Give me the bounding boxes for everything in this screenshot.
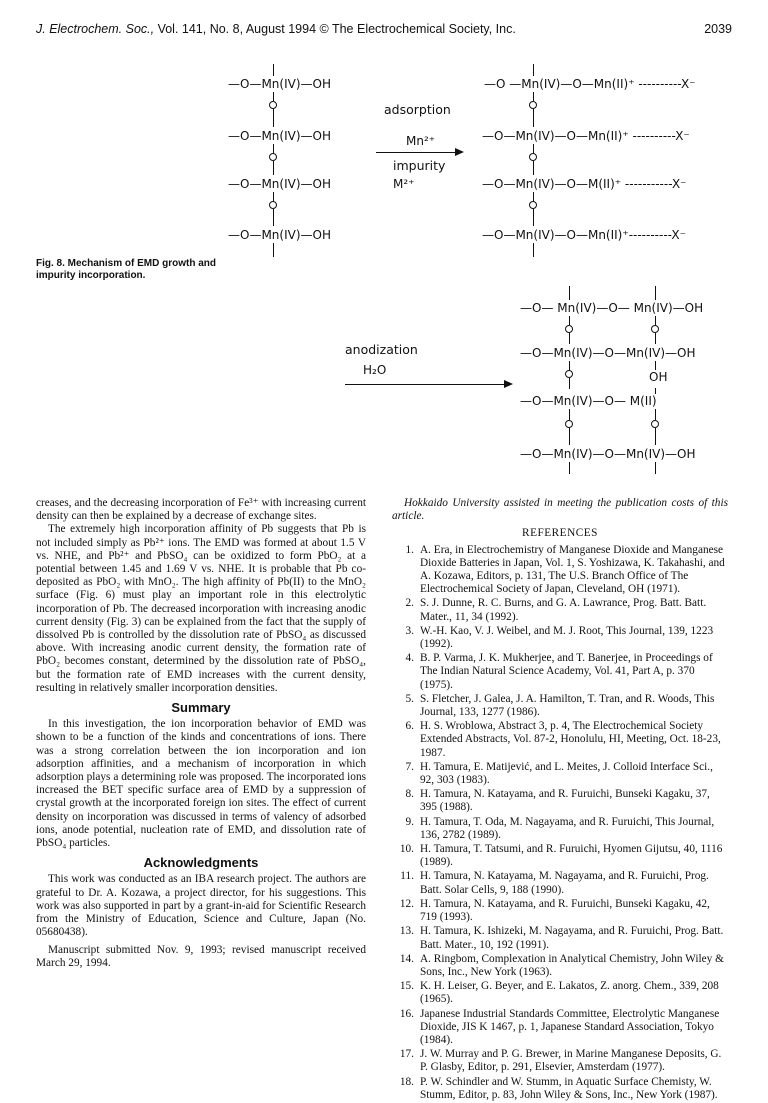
reference-number: 9. <box>405 815 414 828</box>
reference-text: W.-H. Kao, V. J. Weibel, and M. J. Root, This Journal, 139, 1223 (1992). <box>420 624 714 651</box>
journal-name: J. Electrochem. Soc., <box>36 22 155 36</box>
reference-text: Japanese Industrial Standards Committee, Electrolytic Manganese Dioxide, JIS K 1467, p. 1, Japanese Standard Association, Tokyo (1984). <box>420 1007 720 1046</box>
right-chain-unit-3: —O—Mn(IV)—O—M(II)⁺ -----------X⁻ <box>482 177 687 191</box>
bond <box>533 64 534 76</box>
reference-text: H. Tamura, N. Katayama, M. Nagayama, and R. Furuichi, Prog. Batt. Solar Cells, 9, 188 (1990). <box>420 870 709 896</box>
reference-list <box>392 544 728 1102</box>
reference-number: 10. <box>399 843 414 856</box>
manuscript-dates: Manuscript submitted Nov. 9, 1993; revised manuscript received March 29, 1994. <box>36 943 366 969</box>
reference-number: 18. <box>399 1075 414 1088</box>
oxygen-atom <box>651 420 659 428</box>
reference-text: H. Tamura, T. Oda, M. Nagayama, and R. Furuichi, This Journal, 136, 2782 (1989). <box>420 815 715 841</box>
reference-number: 12. <box>399 897 414 910</box>
oxygen-atom <box>269 201 277 209</box>
bond <box>655 462 656 474</box>
reaction-arrow-2 <box>345 384 505 385</box>
bond <box>533 92 534 101</box>
reference-item <box>392 544 728 597</box>
bond <box>533 144 534 153</box>
reference-text: H. S. Wroblowa, Abstract 3, p. 4, The Electrochemical Society Extended Abstracts, Vol. 87-2, Honolulu, HI, Meeting, Oct. 18-23, 1987. <box>420 720 721 759</box>
oxygen-atom <box>565 420 573 428</box>
reference-text: J. W. Murray and P. G. Brewer, in Marine Manganese Deposits, G. P. Glasby, Editor, p. 291, Elsevier, Amsterdam (1977). <box>420 1048 722 1074</box>
reference-text: P. W. Schindler and W. Stumm, in Aquatic Surface Chemisty, W. Stumm, Editor, p. 83, John Wiley & Sons, Inc., New York (1987). <box>420 1075 718 1101</box>
oxygen-atom <box>269 101 277 109</box>
bond <box>569 409 570 420</box>
reference-item <box>392 625 728 651</box>
reference-text: B. P. Varma, J. K. Mukherjee, and T. Banerjee, in Proceedings of The Indian Natural Science Academy, Vol. 41, Part A, p. 370 (1975). <box>420 652 713 691</box>
reference-text: H. Tamura, E. Matijević, and L. Meites, J. Colloid Interface Sci., 92, 303 (1983). <box>420 760 713 787</box>
reference-number: 15. <box>399 980 414 993</box>
bond <box>533 109 534 127</box>
bond <box>273 109 274 127</box>
bond <box>569 361 570 370</box>
running-header <box>36 22 732 42</box>
reference-text: S. Fletcher, J. Galea, J. A. Hamilton, T. Tran, and R. Woods, This Journal, 133, 1277 (1986). <box>420 692 715 719</box>
right-column <box>392 497 728 1103</box>
reference-item <box>392 597 728 623</box>
m2-reagent: M²⁺ <box>393 177 415 191</box>
reference-number: 7. <box>405 760 414 773</box>
summary-paragraph: In this investigation, the ion incorporation behavior of EMD was shown to be a function of the kinds and concentrations of ions. There was a strong correlation between the ion incorporation and ion adsorption affinities, and a mechanism of incorporation in which adsorption plays a determining role was proposed. The incorporated ions increased the BET specific surface area of EMD by a suppression of crystal growth at the incorporated foreign ion sites. The effect of current density on incorporation was discussed in terms of valency of adsorbed ions, anode potential, nucleation rate of EMD, and dissolution rate of PbSO₄ particles. <box>36 718 366 850</box>
hydroxyl-group: OH <box>649 370 668 384</box>
bond <box>533 192 534 201</box>
bond <box>273 243 274 257</box>
reference-item <box>392 870 728 896</box>
reference-item <box>392 652 728 692</box>
reference-item <box>392 788 728 814</box>
right-chain-unit-1: —O —Mn(IV)—O—Mn(II)⁺ ----------X⁻ <box>484 77 696 91</box>
paragraph: creases, and the decreasing incorporation of Fe³⁺ with increasing current density can then be explained by a decrease of exchange sites. <box>36 497 366 523</box>
reference-number: 3. <box>405 624 414 637</box>
oxygen-atom <box>565 325 573 333</box>
product-chain-unit-1: —O— Mn(IV)—O— Mn(IV)—OH <box>520 301 704 315</box>
reference-text: H. Tamura, N. Katayama, and R. Furuichi, Bunseki Kagaku, 42, 719 (1993). <box>420 897 710 924</box>
oxygen-atom <box>529 101 537 109</box>
product-chain-unit-4: —O—Mn(IV)—O—Mn(IV)—OH <box>520 447 696 461</box>
product-chain-unit-3: —O—Mn(IV)—O— M(II) <box>520 394 657 408</box>
right-chain-unit-4: —O—Mn(IV)—O—Mn(II)⁺----------X⁻ <box>482 228 686 242</box>
reference-number: 16. <box>399 1007 414 1020</box>
left-chain-unit-2: —O—Mn(IV)—OH <box>228 129 331 143</box>
figure-caption: Fig. 8. Mechanism of EMD growth and impurity incorporation. <box>36 258 217 281</box>
page-number: 2039 <box>704 22 732 36</box>
reference-text: A. Era, in Electrochemistry of Manganese Dioxide and Manganese Dioxide Batteries in Japan, Vol. 1, S. Yoshizawa, K. Takahashi, and A. Kozawa, Editors, p. 131, The U.S. Branch Office of The Electrochemical Society of Japan, Cleveland, OH (1971). <box>420 543 725 596</box>
bond <box>569 316 570 325</box>
reference-item <box>392 980 728 1006</box>
reference-item <box>392 843 728 869</box>
bond <box>273 192 274 201</box>
bond <box>655 333 656 344</box>
paragraph: The extremely high incorporation affinity of Pb suggests that Pb is not included simply as Pb²⁺ ions. The EMD was formed at about 1.5 V vs. NHE, and Pb²⁺ and PbSO₄ can be oxidized to form PbO₂ at a potential between 1.45 and 1.69 V vs. NHE. It is probable that Pb co-deposited as PbO₂ with MnO₂. The high affinity of Pb(II) to the MnO₂ surface (Fig. 6) must play an important role in this electrolytic incorporation of Pb. The decreased incorporation with increasing anodic current density (Fig. 3) can be explained from the fact that the supply of dissolved Pb is controlled by the dissolution rate of PbSO₄ as discussed above. With increasing anodic current density, the formation rate of PbO₂ becomes constant, determined by the dissolution rate of PbSO₄, but the formation rate of EMD increases with the current density, resulting in relatively smaller incorporation densities. <box>36 523 366 694</box>
reference-number: 14. <box>399 952 414 965</box>
summary-heading: Summary <box>171 700 231 716</box>
impurity-label: impurity <box>393 158 446 173</box>
reference-item <box>392 816 728 842</box>
reference-item <box>392 953 728 979</box>
reaction-arrow-1 <box>376 152 456 153</box>
arrowhead-icon <box>504 380 513 388</box>
journal-citation <box>36 22 516 36</box>
reference-item <box>392 1076 728 1102</box>
bond <box>273 144 274 153</box>
publication-note: Hokkaido University assisted in meeting the publication costs of this article. <box>392 497 728 523</box>
left-column <box>36 497 366 970</box>
mn2-reagent: Mn²⁺ <box>406 134 436 148</box>
bond <box>533 243 534 257</box>
reference-item <box>392 898 728 924</box>
bond <box>533 209 534 226</box>
reference-text: K. H. Leiser, G. Beyer, and E. Lakatos, Z. anorg. Chem., 339, 208 (1965). <box>420 980 719 1006</box>
reference-item <box>392 1008 728 1048</box>
bond <box>655 428 656 445</box>
oxygen-atom <box>269 153 277 161</box>
bond <box>273 92 274 101</box>
reference-number: 17. <box>399 1048 414 1061</box>
reference-item <box>392 693 728 719</box>
anodization-label: anodization <box>345 342 418 357</box>
bond <box>533 161 534 175</box>
oxygen-atom <box>651 325 659 333</box>
acknowledgments-heading: Acknowledgments <box>143 855 259 871</box>
product-chain-unit-2: —O—Mn(IV)—O—Mn(IV)—OH <box>520 346 696 360</box>
left-chain-unit-1: —O—Mn(IV)—OH <box>228 77 331 91</box>
reference-item <box>392 761 728 787</box>
reference-text: H. Tamura, T. Tatsumi, and R. Furuichi, Hyomen Gijutsu, 40, 1116 (1989). <box>420 843 723 869</box>
bond <box>273 64 274 76</box>
right-chain-unit-2: —O—Mn(IV)—O—Mn(II)⁺ ----------X⁻ <box>482 129 690 143</box>
reference-text: S. J. Dunne, R. C. Burns, and G. A. Lawrance, Prog. Batt. Batt. Mater., 11, 34 (1992). <box>420 597 707 623</box>
bond <box>655 361 656 370</box>
citation-text: Vol. 141, No. 8, August 1994 © The Electrochemical Society, Inc. <box>154 22 516 36</box>
reference-item <box>392 1048 728 1074</box>
bond <box>273 161 274 175</box>
bond <box>655 286 656 300</box>
bond <box>569 428 570 445</box>
reference-item <box>392 720 728 760</box>
water-reagent: H₂O <box>363 363 387 377</box>
oxygen-atom <box>565 370 573 378</box>
arrowhead-icon <box>455 148 464 156</box>
bond <box>569 333 570 344</box>
reference-number: 2. <box>405 597 414 610</box>
reference-number: 11. <box>400 870 414 883</box>
bond <box>569 378 570 389</box>
reference-text: H. Tamura, N. Katayama, and R. Furuichi, Bunseki Kagaku, 37, 395 (1988). <box>420 788 710 814</box>
bond <box>655 316 656 325</box>
bond <box>273 209 274 226</box>
reference-text: A. Ringbom, Complexation in Analytical Chemistry, John Wiley & Sons, Inc., New York (1963). <box>420 952 724 978</box>
adsorption-label: adsorption <box>384 102 451 117</box>
reference-number: 13. <box>399 925 414 938</box>
references-heading: REFERENCES <box>522 527 598 540</box>
bond <box>569 462 570 474</box>
left-chain-unit-3: —O—Mn(IV)—OH <box>228 177 331 191</box>
oxygen-atom <box>529 153 537 161</box>
reference-number: 6. <box>405 720 414 733</box>
oxygen-atom <box>529 201 537 209</box>
bond <box>569 286 570 300</box>
reference-number: 8. <box>405 788 414 801</box>
acknowledgments-paragraph: This work was conducted as an IBA research project. The authors are grateful to Dr. A. Kozawa, a project director, for his suggestions. This work was also supported in part by a grant-in-aid for Scientific Research from the Ministry of Education, Science and Culture, Japan (No. 05680438). <box>36 873 366 939</box>
reference-text: H. Tamura, K. Ishizeki, M. Nagayama, and R. Furuichi, Prog. Batt. Batt. Mater., 10, 192 (1991). <box>420 925 724 951</box>
reference-number: 1. <box>405 543 414 556</box>
bond <box>655 409 656 420</box>
left-chain-unit-4: —O—Mn(IV)—OH <box>228 228 331 242</box>
reference-number: 5. <box>405 692 414 705</box>
reference-item <box>392 925 728 951</box>
reference-number: 4. <box>405 652 414 665</box>
